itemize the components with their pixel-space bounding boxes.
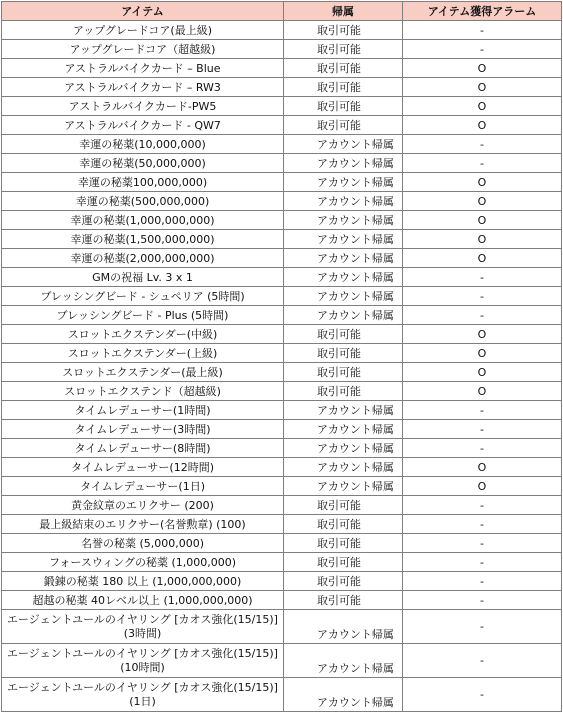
table-row bbox=[2, 496, 562, 515]
table-row bbox=[2, 173, 562, 192]
item-cell: アストラルバイクカード-PW5 bbox=[2, 97, 284, 116]
table-row bbox=[2, 230, 562, 249]
alarm-cell: O bbox=[403, 173, 562, 192]
table-row bbox=[2, 306, 562, 325]
attribute-cell: アカウント帰属 bbox=[284, 154, 403, 173]
alarm-cell: - bbox=[403, 268, 562, 287]
item-cell: アストラルバイクカード - QW7 bbox=[2, 116, 284, 135]
attribute-cell: アカウント帰属 bbox=[284, 192, 403, 211]
header-attribute: 帰属 bbox=[284, 2, 403, 21]
table-row bbox=[2, 154, 562, 173]
attribute-cell: 取引可能 bbox=[284, 78, 403, 97]
attribute-cell: アカウント帰属 bbox=[284, 644, 403, 678]
table-row bbox=[2, 211, 562, 230]
alarm-cell: - bbox=[403, 644, 562, 678]
attribute-cell: 取引可能 bbox=[284, 59, 403, 78]
item-table bbox=[1, 1, 562, 712]
item-cell: フォースウィングの秘薬 (1,000,000) bbox=[2, 553, 284, 572]
alarm-cell: - bbox=[403, 401, 562, 420]
alarm-cell: O bbox=[403, 249, 562, 268]
alarm-cell: - bbox=[403, 610, 562, 644]
alarm-cell: - bbox=[403, 591, 562, 610]
item-cell: スロットエクステンダー(中級) bbox=[2, 325, 284, 344]
table-row bbox=[2, 439, 562, 458]
attribute-cell: アカウント帰属 bbox=[284, 678, 403, 712]
table-row bbox=[2, 644, 562, 678]
header-alarm: アイテム獲得アラーム bbox=[403, 2, 562, 21]
table-row bbox=[2, 59, 562, 78]
item-cell: タイムレデューサー(3時間) bbox=[2, 420, 284, 439]
attribute-cell: アカウント帰属 bbox=[284, 477, 403, 496]
alarm-cell: O bbox=[403, 458, 562, 477]
table-row bbox=[2, 78, 562, 97]
alarm-cell: - bbox=[403, 40, 562, 59]
item-cell: アストラルバイクカード – Blue bbox=[2, 59, 284, 78]
attribute-cell: 取引可能 bbox=[284, 382, 403, 401]
table-row bbox=[2, 591, 562, 610]
table-row bbox=[2, 135, 562, 154]
attribute-cell: 取引可能 bbox=[284, 572, 403, 591]
attribute-cell: アカウント帰属 bbox=[284, 211, 403, 230]
alarm-cell: - bbox=[403, 439, 562, 458]
alarm-cell: - bbox=[403, 420, 562, 439]
table-row bbox=[2, 678, 562, 712]
item-cell: ブレッシングビード - シュペリア (5時間) bbox=[2, 287, 284, 306]
alarm-cell: - bbox=[403, 135, 562, 154]
header-row bbox=[2, 2, 562, 21]
attribute-cell: 取引可能 bbox=[284, 40, 403, 59]
item-cell: スロットエクステンダー(最上級) bbox=[2, 363, 284, 382]
attribute-cell: アカウント帰属 bbox=[284, 249, 403, 268]
item-cell: タイムレデューサー(1日) bbox=[2, 477, 284, 496]
alarm-cell: - bbox=[403, 287, 562, 306]
table-header bbox=[2, 2, 562, 21]
item-cell: 幸運の秘薬(2,000,000,000) bbox=[2, 249, 284, 268]
item-cell: 超越の秘薬 40レベル以上 (1,000,000,000) bbox=[2, 591, 284, 610]
attribute-cell: 取引可能 bbox=[284, 553, 403, 572]
attribute-cell: 取引可能 bbox=[284, 116, 403, 135]
table-row bbox=[2, 382, 562, 401]
alarm-cell: O bbox=[403, 59, 562, 78]
table-body bbox=[2, 21, 562, 712]
item-cell: スロットエクステンド（超越級) bbox=[2, 382, 284, 401]
table-row bbox=[2, 401, 562, 420]
table-row bbox=[2, 515, 562, 534]
attribute-cell: 取引可能 bbox=[284, 496, 403, 515]
item-cell: タイムレデューサー(1時間) bbox=[2, 401, 284, 420]
table-row bbox=[2, 420, 562, 439]
attribute-cell: アカウント帰属 bbox=[284, 420, 403, 439]
alarm-cell: - bbox=[403, 306, 562, 325]
attribute-cell: アカウント帰属 bbox=[284, 458, 403, 477]
alarm-cell: - bbox=[403, 553, 562, 572]
item-cell: 最上級結束のエリクサー(名誉勲章) (100) bbox=[2, 515, 284, 534]
table-row bbox=[2, 97, 562, 116]
item-cell: 名誉の秘薬 (5,000,000) bbox=[2, 534, 284, 553]
table-row bbox=[2, 268, 562, 287]
alarm-cell: - bbox=[403, 21, 562, 40]
attribute-cell: アカウント帰属 bbox=[284, 306, 403, 325]
table-row bbox=[2, 553, 562, 572]
table-row bbox=[2, 363, 562, 382]
alarm-cell: O bbox=[403, 325, 562, 344]
table-row bbox=[2, 610, 562, 644]
table-row bbox=[2, 287, 562, 306]
alarm-cell: - bbox=[403, 534, 562, 553]
table-row bbox=[2, 116, 562, 135]
alarm-cell: O bbox=[403, 97, 562, 116]
attribute-cell: 取引可能 bbox=[284, 534, 403, 553]
alarm-cell: O bbox=[403, 192, 562, 211]
item-cell: 幸運の秘薬(50,000,000) bbox=[2, 154, 284, 173]
table-row bbox=[2, 325, 562, 344]
alarm-cell: O bbox=[403, 211, 562, 230]
table-row bbox=[2, 344, 562, 363]
item-cell: エージェントユールのイヤリング [カオス強化(15/15)] (10時間) bbox=[2, 644, 284, 678]
item-cell: ブレッシングビード - Plus (5時間) bbox=[2, 306, 284, 325]
table-row bbox=[2, 477, 562, 496]
table-row bbox=[2, 249, 562, 268]
alarm-cell: - bbox=[403, 515, 562, 534]
item-cell: タイムレデューサー(12時間) bbox=[2, 458, 284, 477]
attribute-cell: 取引可能 bbox=[284, 325, 403, 344]
item-cell: 幸運の秘薬(500,000,000) bbox=[2, 192, 284, 211]
attribute-cell: 取引可能 bbox=[284, 344, 403, 363]
attribute-cell: アカウント帰属 bbox=[284, 287, 403, 306]
attribute-cell: 取引可能 bbox=[284, 363, 403, 382]
alarm-cell: O bbox=[403, 78, 562, 97]
alarm-cell: - bbox=[403, 154, 562, 173]
item-cell: 幸運の秘薬100,000,000) bbox=[2, 173, 284, 192]
item-cell: スロットエクステンダー(上級) bbox=[2, 344, 284, 363]
item-cell: エージェントユールのイヤリング [カオス強化(15/15)] (3時間) bbox=[2, 610, 284, 644]
alarm-cell: - bbox=[403, 572, 562, 591]
item-cell: アップグレードコア（超越級) bbox=[2, 40, 284, 59]
header-item: アイテム bbox=[2, 2, 284, 21]
attribute-cell: アカウント帰属 bbox=[284, 439, 403, 458]
attribute-cell: アカウント帰属 bbox=[284, 173, 403, 192]
table-row bbox=[2, 534, 562, 553]
attribute-cell: アカウント帰属 bbox=[284, 401, 403, 420]
attribute-cell: 取引可能 bbox=[284, 97, 403, 116]
item-cell: 幸運の秘薬(1,000,000,000) bbox=[2, 211, 284, 230]
item-cell: 幸運の秘薬(1,500,000,000) bbox=[2, 230, 284, 249]
item-cell: エージェントユールのイヤリング [カオス強化(15/15)] (1日) bbox=[2, 678, 284, 712]
alarm-cell: O bbox=[403, 230, 562, 249]
table-row bbox=[2, 21, 562, 40]
item-cell: アストラルバイクカード – RW3 bbox=[2, 78, 284, 97]
item-cell: GMの祝福 Lv. 3 x 1 bbox=[2, 268, 284, 287]
item-cell: 鍛錬の秘薬 180 以上 (1,000,000,000) bbox=[2, 572, 284, 591]
table-row bbox=[2, 192, 562, 211]
alarm-cell: O bbox=[403, 116, 562, 135]
table-row bbox=[2, 458, 562, 477]
attribute-cell: 取引可能 bbox=[284, 591, 403, 610]
attribute-cell: 取引可能 bbox=[284, 515, 403, 534]
attribute-cell: 取引可能 bbox=[284, 21, 403, 40]
alarm-cell: O bbox=[403, 363, 562, 382]
item-cell: 幸運の秘薬(10,000,000) bbox=[2, 135, 284, 154]
item-cell: タイムレデューサー(8時間) bbox=[2, 439, 284, 458]
table-row bbox=[2, 40, 562, 59]
alarm-cell: O bbox=[403, 382, 562, 401]
alarm-cell: - bbox=[403, 678, 562, 712]
alarm-cell: O bbox=[403, 344, 562, 363]
attribute-cell: アカウント帰属 bbox=[284, 230, 403, 249]
item-cell: アップグレードコア(最上級) bbox=[2, 21, 284, 40]
attribute-cell: アカウント帰属 bbox=[284, 268, 403, 287]
attribute-cell: アカウント帰属 bbox=[284, 135, 403, 154]
item-cell: 黄金紋章のエリクサー (200) bbox=[2, 496, 284, 515]
attribute-cell: アカウント帰属 bbox=[284, 610, 403, 644]
alarm-cell: O bbox=[403, 477, 562, 496]
table-row bbox=[2, 572, 562, 591]
alarm-cell: - bbox=[403, 496, 562, 515]
